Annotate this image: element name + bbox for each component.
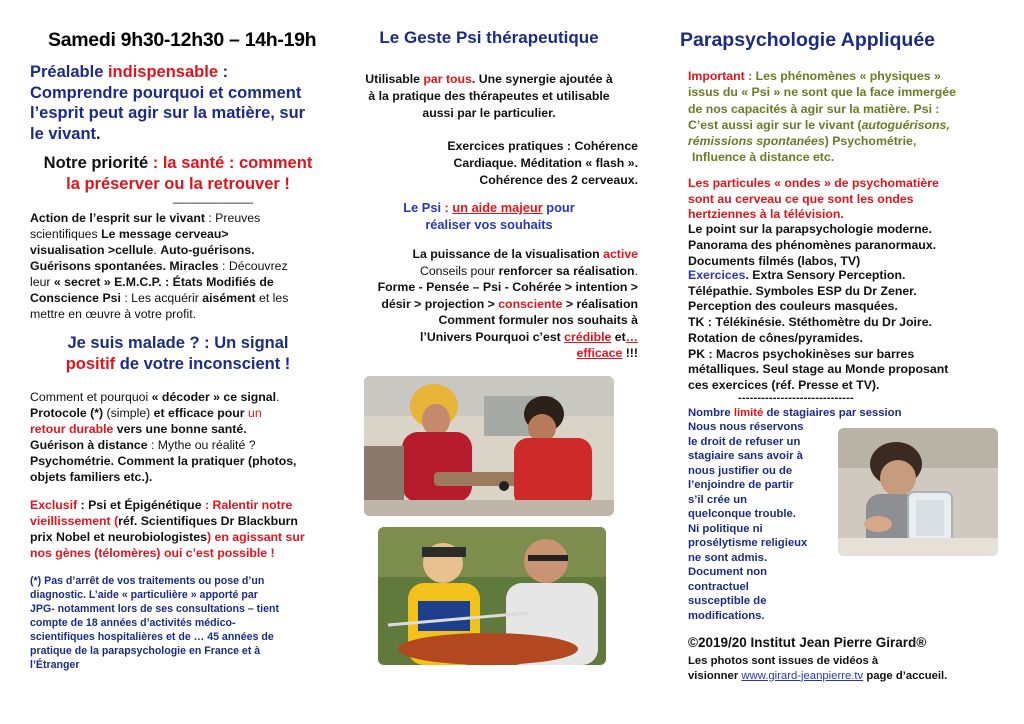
- divider-rule: ____________: [173, 190, 254, 204]
- action-block: Action de l’esprit sur le vivant : Preuves scientifiques Le message cerveau> visualisation >cellule. Auto-guérisons. Guérisons spontanées. Miracles : Découvrez leur « secret » E.M.C.P. : États Modifiés de Conscience Psi : Les acquérir aisément et les mettre en œuvre à votre profit.: [30, 211, 289, 321]
- puissance-block: La puissance de la visualisation active Conseils pour renforcer sa réalisation. Forme - Pensée – Psi - Cohérée > intention > désir > projection > consciente > réalisation Comment formuler nos souhaits à l’Univers Pourquoi c’est crédible et… efficace !!!: [377, 247, 638, 360]
- exercices-block: Exercices. Extra Sensory Perception. Télépathie. Symboles ESP du Dr Zener. Perception des couleurs masquées. TK : Télékinésie. Stéthomètre du Dr Joire. Rotation de cônes/pyramides. PK : Macros psychokinèses sur barres métalliques. Seul stage au Monde proposant ces exercices (réf. Presse et TV).: [688, 268, 949, 392]
- priorite-block: Notre priorité : la santé : comment la préserver ou la retrouver !: [43, 154, 313, 193]
- exclusif-block: Exclusif : Psi et Épigénétique : Ralentir notre vieillissement (réf. Scientifiques Dr Blackburn prix Nobel et neurobiologistes) en agissant sur nos gènes (télomères) oui c’est possible !: [30, 498, 305, 560]
- column-right: [680, 0, 1000, 724]
- child-experiment-photo-icon: [838, 428, 998, 556]
- parapsychologie-title: Parapsychologie Appliquée: [680, 29, 936, 51]
- exercices-pratiques-block: Exercices pratiques : Cohérence Cardiaque. Méditation « flash ». Cohérence des 2 cerveaux.: [447, 139, 638, 187]
- dash-divider: ------------------------------: [738, 392, 854, 404]
- footnote-block: (*) Pas d’arrêt de vos traitements ou pose d’un diagnostic. L’aide « particulière » apporté par JPG- notamment lors de ses consultations – tient compte de 18 années d’activités médico- scientifiques hospitalières et de … 45 années de pratique de la parapsychologie en France et à l’Étranger: [30, 575, 280, 671]
- workshop-photo-icon: [364, 376, 614, 516]
- copyright: ©2019/20 Institut Jean Pierre Girard®: [688, 635, 927, 650]
- healing-session-photo-icon: [378, 527, 606, 665]
- nombre-limite: Nombre limité de stagiaires par session: [688, 407, 902, 419]
- malade-block: Je suis malade ? : Un signal positif de votre inconscient !: [65, 334, 291, 373]
- column-middle: [340, 0, 638, 724]
- particules-block: Les particules « ondes » de psychomatière sont au cerveau ce que sont les ondes hertziennes à la télévision.: [688, 176, 939, 221]
- point-block: Le point sur la parapsychologie moderne. Panorama des phénomènes paranormaux. Documents filmés (labos, TV): [688, 222, 937, 268]
- column-left: [28, 0, 328, 724]
- reserve-block: Nous nous réservons le droit de refuser un stagiaire sans avoir à nous justifier ou de l’enjoindre de partir s’il crée un quelconque trouble. Ni politique ni prosélytisme religieux ne sont admis. Document non contractuel susceptible de modifications.: [688, 421, 808, 622]
- schedule-header: Samedi 9h30-12h30 – 14h-19h: [48, 29, 317, 51]
- prealable-block: Préalable indispensable : Comprendre pourquoi et comment l’esprit peut agir sur la matière, sur le vivant.: [30, 63, 306, 143]
- website-link[interactable]: www.girard-jeanpierre.tv: [741, 669, 864, 682]
- photos-note: Les photos sont issues de vidéos à visionner www.girard-jeanpierre.tv page d’accueil.: [688, 655, 948, 682]
- utilisable-block: Utilisable par tous. Une synergie ajoutée à à la pratique des thérapeutes et utilisable aussi par le particulier.: [365, 72, 613, 120]
- important-block: Important : Les phénomènes « physiques » issus du « Psi » ne sont que la face immergée de nos capacités à agir sur la matière. Psi : C’est aussi agir sur le vivant (autoguérisons, rémissions spontanées) Psychométrie, Influence à distance etc.: [688, 69, 956, 165]
- decoder-block: Comment et pourquoi « décoder » ce signal. Protocole (*) (simple) et efficace pour un retour durable vers une bonne santé. Guérison à distance : Mythe ou réalité ? Psychométrie. Comment la pratiquer (photos, objets familiers etc.).: [30, 390, 297, 484]
- geste-psi-title: Le Geste Psi thérapeutique: [379, 28, 599, 47]
- le-psi-block: Le Psi : un aide majeur pour réaliser vos souhaits: [403, 200, 575, 232]
